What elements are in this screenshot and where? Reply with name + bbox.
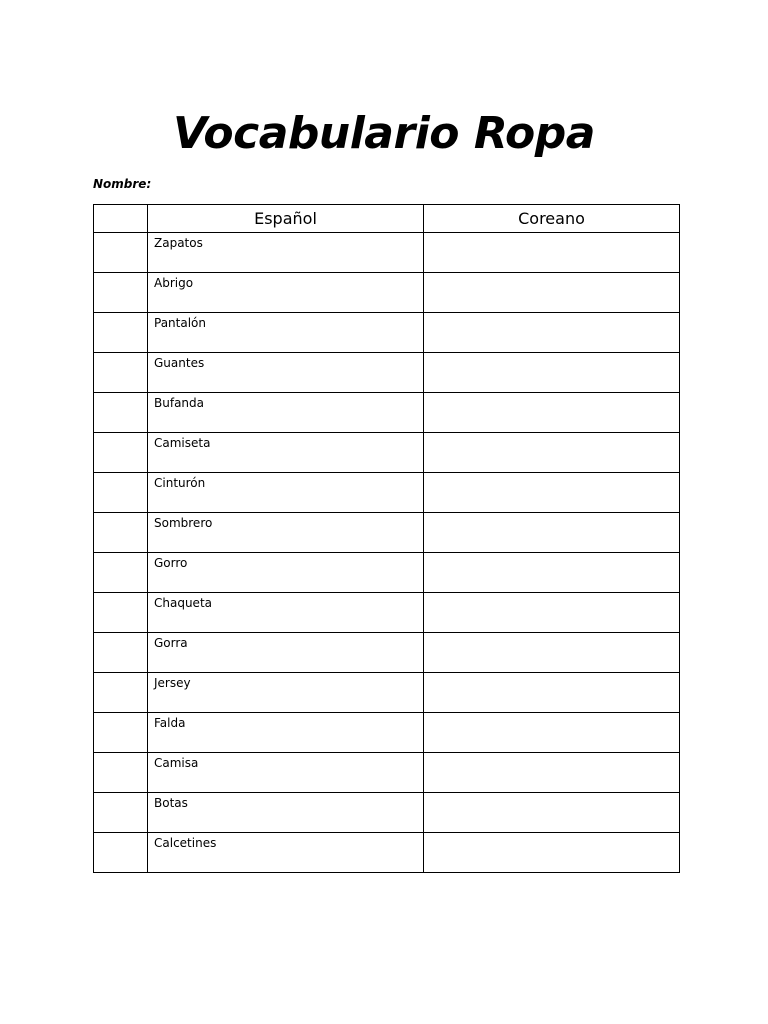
table-row	[94, 273, 680, 313]
row-blank-cell	[94, 753, 148, 793]
spanish-word-cell: Camisa	[148, 753, 424, 793]
spanish-word-cell: Chaqueta	[148, 593, 424, 633]
page-title: Vocabulario Ropa	[173, 108, 595, 159]
row-blank-cell	[94, 473, 148, 513]
spanish-word-cell: Abrigo	[148, 273, 424, 313]
spanish-word-cell: Gorro	[148, 553, 424, 593]
table-row	[94, 673, 680, 713]
spanish-word-cell: Gorra	[148, 633, 424, 673]
table-header-row	[94, 205, 680, 233]
header-blank-cell	[94, 205, 148, 233]
korean-answer-cell[interactable]	[424, 553, 680, 593]
korean-answer-cell[interactable]	[424, 233, 680, 273]
table-row	[94, 633, 680, 673]
korean-answer-cell[interactable]	[424, 513, 680, 553]
korean-answer-cell[interactable]	[424, 753, 680, 793]
table-row	[94, 753, 680, 793]
row-blank-cell	[94, 633, 148, 673]
table-row	[94, 713, 680, 753]
korean-answer-cell[interactable]	[424, 673, 680, 713]
spanish-word-cell: Cinturón	[148, 473, 424, 513]
spanish-word-cell: Falda	[148, 713, 424, 753]
header-korean: Coreano	[424, 205, 680, 233]
spanish-word-cell: Zapatos	[148, 233, 424, 273]
korean-answer-cell[interactable]	[424, 593, 680, 633]
table-row	[94, 833, 680, 873]
row-blank-cell	[94, 593, 148, 633]
korean-answer-cell[interactable]	[424, 833, 680, 873]
table-row	[94, 433, 680, 473]
korean-answer-cell[interactable]	[424, 273, 680, 313]
table-row	[94, 473, 680, 513]
spanish-word-cell: Jersey	[148, 673, 424, 713]
row-blank-cell	[94, 313, 148, 353]
spanish-word-cell: Sombrero	[148, 513, 424, 553]
vocabulary-rows	[94, 233, 680, 873]
row-blank-cell	[94, 513, 148, 553]
vocabulary-table	[93, 204, 680, 873]
korean-answer-cell[interactable]	[424, 713, 680, 753]
table-row	[94, 513, 680, 553]
row-blank-cell	[94, 673, 148, 713]
korean-answer-cell[interactable]	[424, 313, 680, 353]
table-row	[94, 313, 680, 353]
table-row	[94, 233, 680, 273]
row-blank-cell	[94, 353, 148, 393]
header-spanish: Español	[148, 205, 424, 233]
table-row	[94, 553, 680, 593]
spanish-word-cell: Calcetines	[148, 833, 424, 873]
korean-answer-cell[interactable]	[424, 473, 680, 513]
row-blank-cell	[94, 713, 148, 753]
spanish-word-cell: Bufanda	[148, 393, 424, 433]
row-blank-cell	[94, 273, 148, 313]
spanish-word-cell: Camiseta	[148, 433, 424, 473]
spanish-word-cell: Pantalón	[148, 313, 424, 353]
row-blank-cell	[94, 793, 148, 833]
table-row	[94, 593, 680, 633]
korean-answer-cell[interactable]	[424, 353, 680, 393]
row-blank-cell	[94, 433, 148, 473]
name-label: Nombre:	[93, 177, 152, 191]
table-row	[94, 393, 680, 433]
spanish-word-cell: Botas	[148, 793, 424, 833]
korean-answer-cell[interactable]	[424, 633, 680, 673]
row-blank-cell	[94, 393, 148, 433]
table-row	[94, 793, 680, 833]
row-blank-cell	[94, 233, 148, 273]
korean-answer-cell[interactable]	[424, 433, 680, 473]
table-row	[94, 353, 680, 393]
korean-answer-cell[interactable]	[424, 393, 680, 433]
row-blank-cell	[94, 553, 148, 593]
spanish-word-cell: Guantes	[148, 353, 424, 393]
korean-answer-cell[interactable]	[424, 793, 680, 833]
row-blank-cell	[94, 833, 148, 873]
